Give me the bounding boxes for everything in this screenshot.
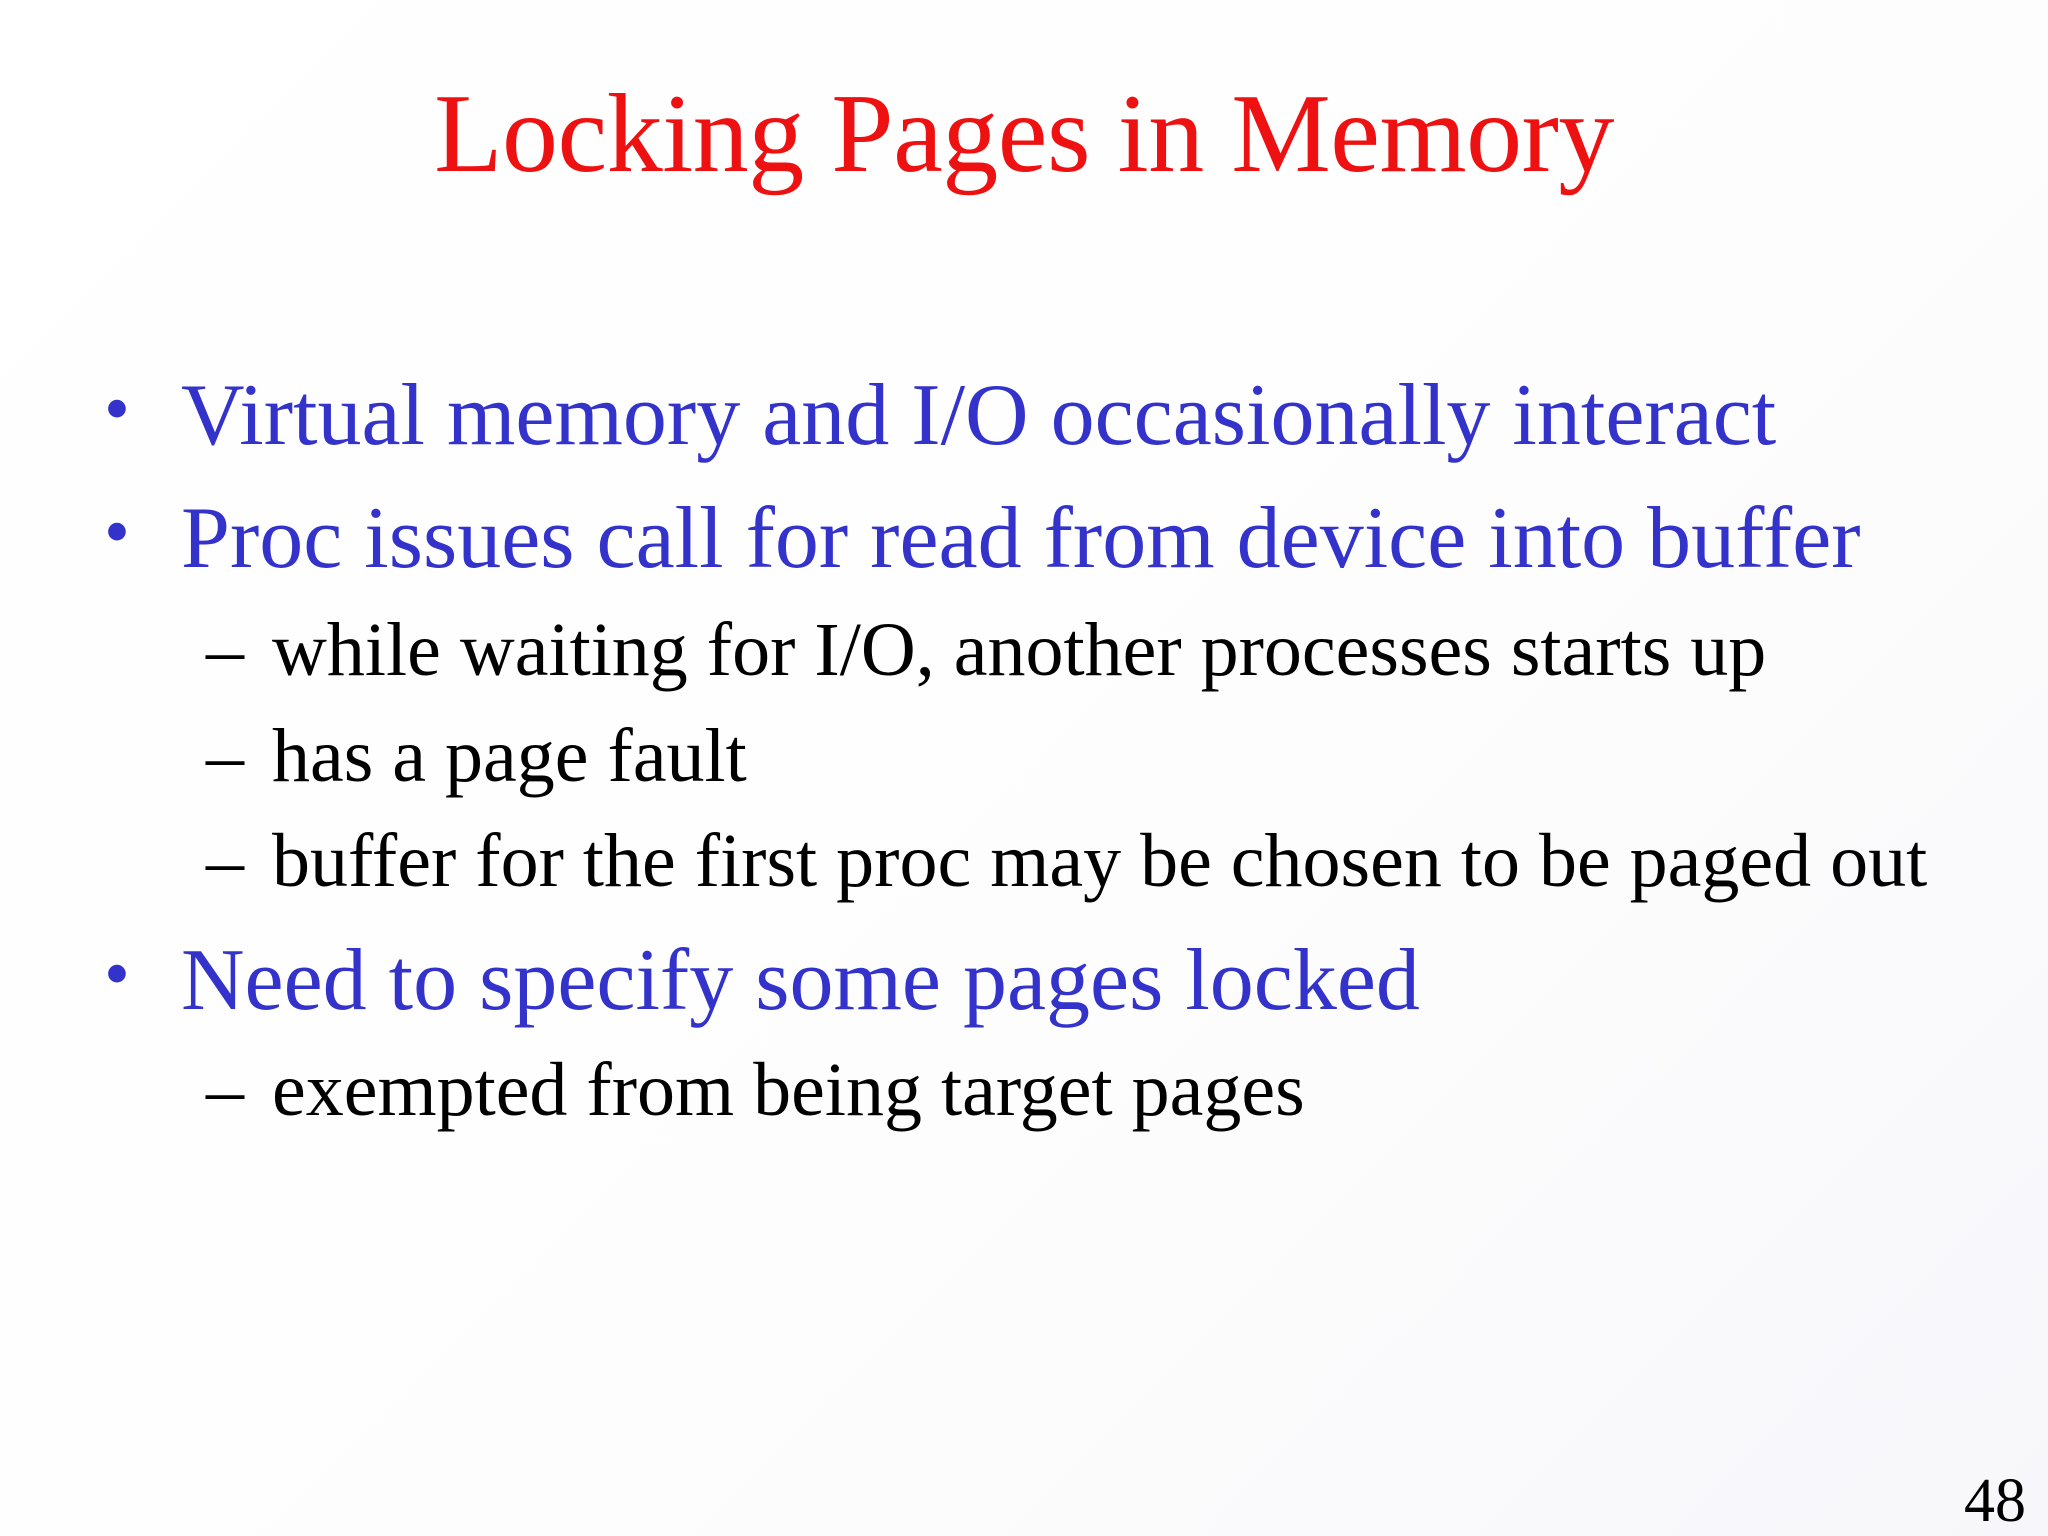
bullet-text: Proc issues call for read from device into buffer <box>181 490 1861 587</box>
bullet-text: Need to specify some pages locked <box>181 932 1420 1029</box>
dash-icon: – <box>206 714 244 798</box>
page-number: 48 <box>1964 1467 2026 1535</box>
sub-bullet-text: exempted from being target pages <box>272 1048 1305 1132</box>
dash-icon: – <box>206 819 244 903</box>
sub-bullet-text: buffer for the first proc may be chosen to be paged out <box>272 819 1928 903</box>
sub-bullet-text: while waiting for I/O, another processes starts up <box>272 608 1767 692</box>
bullet-text: Virtual memory and I/O occasionally interact <box>181 367 1777 464</box>
slide-title: Locking Pages in Memory <box>434 72 1614 196</box>
dash-icon: – <box>206 1048 244 1132</box>
sub-bullet-text: has a page fault <box>272 714 747 798</box>
bullet-icon: • <box>104 368 130 450</box>
bullet-icon: • <box>104 491 130 573</box>
dash-icon: – <box>206 608 244 692</box>
bullet-icon: • <box>104 933 130 1015</box>
